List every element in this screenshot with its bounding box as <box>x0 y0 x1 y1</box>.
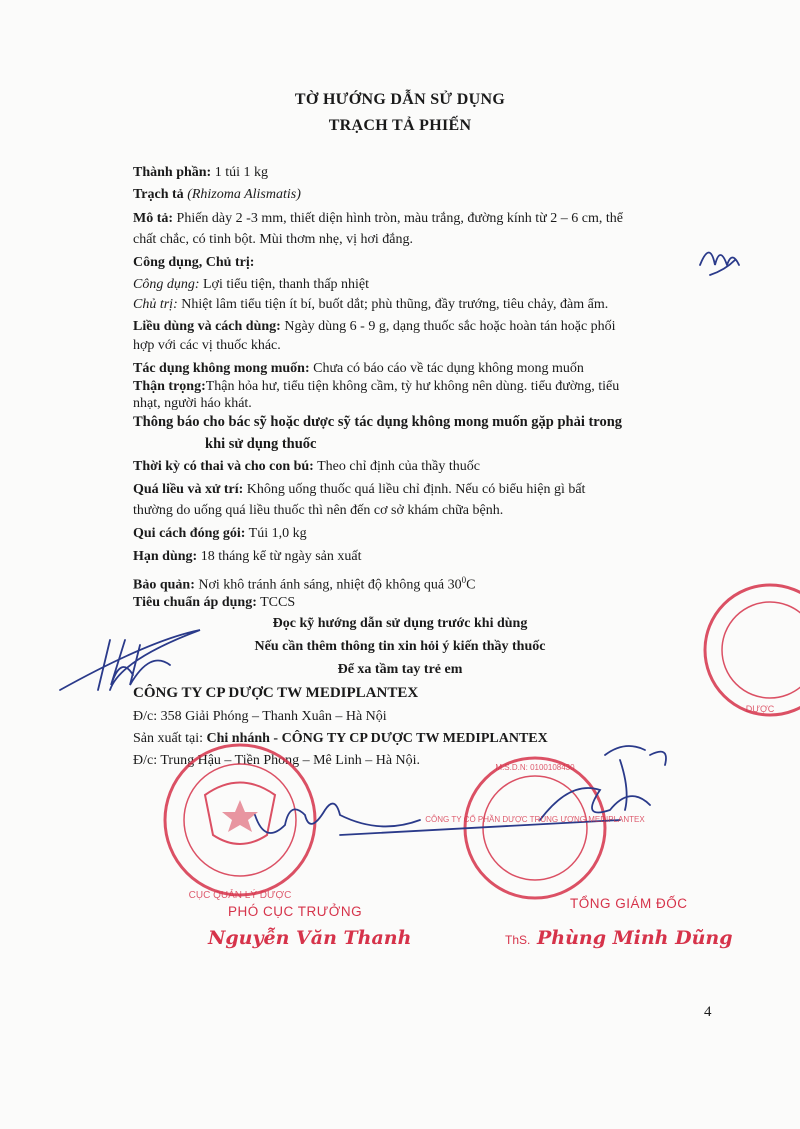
center-stamp-id: M.S.D.N: 0100108430 <box>495 763 575 772</box>
than-trong-label: Thận trọng: <box>133 379 206 394</box>
qua-lieu-label: Quá liều và xử trí: <box>133 482 244 497</box>
trach-ta-latin: (Rhizoma Alismatis) <box>183 187 301 202</box>
cong-dung-chu-tri-label: Công dụng, Chủ trị: <box>133 255 255 270</box>
chu-tri-value: Nhiệt lâm tiểu tiện ít bí, buốt dắt; phù thũng, đầy trướng, tiêu chảy, đàm ẩm. <box>177 297 609 312</box>
thong-bao-line-1: Thông báo cho bác sỹ hoặc dược sỹ tác dụng không mong muốn gặp phải trong <box>133 414 623 430</box>
right-signature-title: TỔNG GIÁM ĐỐC <box>570 896 688 911</box>
left-stamp <box>165 745 315 895</box>
document-title: TỜ HƯỚNG DẪN SỬ DỤNG <box>294 91 506 108</box>
lieu-dung-value-1: Ngày dùng 6 - 9 g, dạng thuốc sắc hoặc hoàn tán hoặc phối <box>280 319 616 334</box>
thai-ky-label: Thời kỳ có thai và cho con bú: <box>133 459 314 474</box>
notice-doc-ky: Đọc kỹ hướng dẫn sử dụng trước khi dùng <box>272 616 528 631</box>
left-stamp-text: CỤC QUẢN LÝ DƯỢC <box>188 890 292 901</box>
made-at-label: Sản xuất tại: <box>133 731 207 746</box>
right-stamp <box>705 585 800 715</box>
made-at-branch: Chi nhánh - CÔNG TY CP DƯỢC TW MEDIPLANTEX <box>206 731 548 746</box>
mo-ta-value-1: Phiến dày 2 -3 mm, thiết diện hình tròn, màu trắng, đường kính từ 2 – 6 cm, thể <box>173 211 623 226</box>
left-signature-name: Nguyễn Văn Thanh <box>208 927 412 949</box>
right-signature-block <box>505 927 732 949</box>
mo-ta-line-2: chất chắc, có tinh bột. Mùi thơm nhẹ, vị hơi đắng. <box>133 232 413 247</box>
bao-quan-unit: C <box>466 577 476 593</box>
bao-quan-label: Bảo quản: <box>133 577 195 593</box>
tieu-chuan-label: Tiêu chuẩn áp dụng: <box>133 595 257 610</box>
qua-lieu-value-1: Không uống thuốc quá liều chỉ định. Nếu có biểu hiện gì bất <box>243 482 586 497</box>
mo-ta-label: Mô tả: <box>133 211 174 226</box>
bao-quan-sup: 0 <box>461 575 467 585</box>
notice-de-xa: Để xa tầm tay trẻ em <box>337 662 463 677</box>
bao-quan-value: Nơi khô tránh ánh sáng, nhiệt độ không quá 30 <box>194 577 462 593</box>
cong-dung-value: Lợi tiểu tiện, thanh thấp nhiệt <box>199 277 370 292</box>
document-subtitle: TRẠCH TẢ PHIẾN <box>328 117 472 134</box>
left-signature-title: PHÓ CỤC TRƯỞNG <box>228 904 363 919</box>
trach-ta-label: Trạch tả <box>133 187 184 202</box>
branch-address-label: Đ/c: <box>133 753 158 768</box>
right-stamp-text: DƯỢC <box>745 704 775 714</box>
signature-strokes <box>60 253 739 836</box>
than-trong-value-1: Thận hỏa hư, tiểu tiện không cầm, tỳ hư không nên dùng. tiểu đường, tiểu <box>205 379 620 394</box>
page-number: 4 <box>704 1004 712 1020</box>
thai-ky-value: Theo chỉ định của thầy thuốc <box>313 459 480 474</box>
lieu-dung-line-2: hợp với các vị thuốc khác. <box>133 338 281 353</box>
company-name: CÔNG TY CP DƯỢC TW MEDIPLANTEX <box>133 685 419 701</box>
thanh-phan-label: Thành phần: <box>133 165 212 180</box>
company-address: 358 Giải Phóng – Thanh Xuân – Hà Nội <box>157 709 387 724</box>
center-stamp-text: CÔNG TY CỔ PHẦN DƯỢC TRUNG ƯƠNG MEDIPLANTEX <box>425 815 645 824</box>
lieu-dung-label: Liều dùng và cách dùng: <box>133 319 281 334</box>
chu-tri-label: Chủ trị: <box>133 297 178 312</box>
han-dung-value: 18 tháng kể từ ngày sản xuất <box>197 549 362 564</box>
right-signature-prefix: ThS. <box>505 933 531 947</box>
branch-address: Trung Hậu – Tiền Phong – Mê Linh – Hà Nội. <box>157 753 421 768</box>
company-address-label: Đ/c: <box>133 709 158 724</box>
qui-cach-value: Túi 1,0 kg <box>245 526 307 541</box>
tac-dung-value: Chưa có báo cáo về tác dụng không mong muốn <box>309 361 584 376</box>
tac-dung-label: Tác dụng không mong muốn: <box>133 361 310 376</box>
notice-neu-can: Nếu cần thêm thông tin xin hỏi ý kiến thầy thuốc <box>254 639 546 654</box>
tieu-chuan-value: TCCS <box>256 595 296 610</box>
thong-bao-line-2: khi sử dụng thuốc <box>205 436 317 452</box>
than-trong-line-2: nhạt, người háo khát. <box>133 396 252 411</box>
qui-cach-label: Qui cách đóng gói: <box>133 526 246 541</box>
thanh-phan-value: 1 túi 1 kg <box>211 165 268 180</box>
qua-lieu-line-2: thường do uống quá liều thuốc thì nên đến cơ sở khám chữa bệnh. <box>133 503 504 518</box>
right-signature-name: Phùng Minh Dũng <box>536 927 733 949</box>
cong-dung-label: Công dụng: <box>133 277 200 292</box>
han-dung-label: Hạn dùng: <box>133 549 198 564</box>
